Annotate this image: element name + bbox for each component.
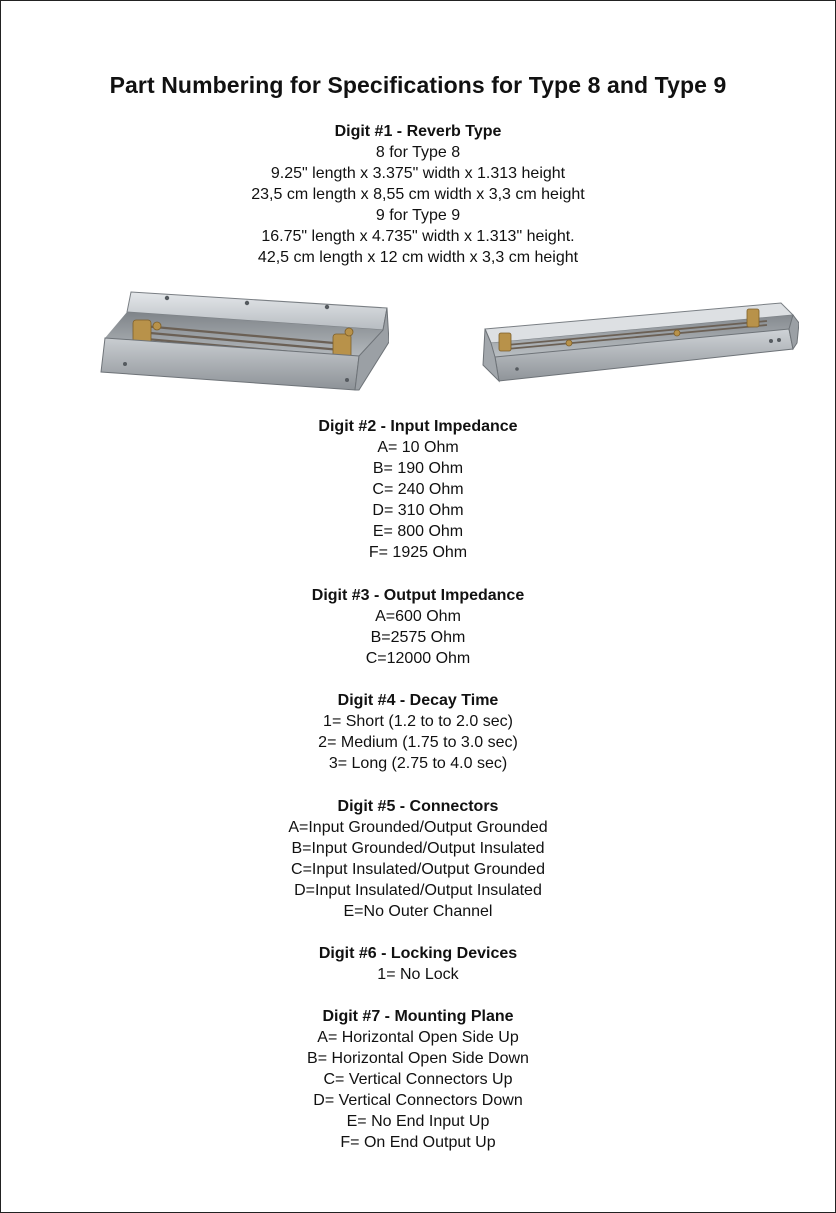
section-heading: Digit #4 - Decay Time — [337, 692, 499, 709]
section-line: B= Horizontal Open Side Down — [307, 1050, 529, 1067]
section-line: B= 190 Ohm — [372, 460, 464, 477]
section-line: 3= Long (2.75 to 4.0 sec) — [328, 755, 508, 772]
section-line: B=2575 Ohm — [370, 629, 466, 646]
section-line: A=Input Grounded/Output Grounded — [288, 819, 548, 836]
section-heading: Digit #3 - Output Impedance — [311, 587, 525, 604]
section-line: D= 310 Ohm — [372, 502, 464, 519]
section-mounting-plane — [1, 1006, 835, 1153]
section-connectors — [1, 796, 835, 922]
section-line: B=Input Grounded/Output Insulated — [291, 840, 545, 857]
section-line: C=Input Insulated/Output Grounded — [291, 861, 545, 878]
section-line: C= 240 Ohm — [372, 481, 464, 498]
page-title: Part Numbering for Specifications for Type 8 and Type 9 — [109, 72, 727, 98]
section-line: F= 1925 Ohm — [368, 544, 468, 561]
section-line: 9.25" length x 3.375" width x 1.313 height — [270, 165, 566, 182]
section-line: C=12000 Ohm — [365, 650, 471, 667]
section-line: E=No Outer Channel — [343, 903, 493, 920]
section-line: 1= Short (1.2 to to 2.0 sec) — [323, 713, 513, 730]
section-reverb-type — [1, 121, 835, 268]
section-line: 1= No Lock — [377, 966, 459, 983]
section-line: D= Vertical Connectors Down — [313, 1092, 523, 1109]
section-line: C= Vertical Connectors Up — [323, 1071, 513, 1088]
section-heading: Digit #7 - Mounting Plane — [322, 1008, 514, 1025]
section-heading: Digit #6 - Locking Devices — [318, 945, 518, 962]
section-line: 23,5 cm length x 8,55 cm width x 3,3 cm height — [251, 186, 585, 203]
section-heading: Digit #5 - Connectors — [337, 798, 499, 815]
section-decay-time — [1, 690, 835, 774]
section-heading: Digit #1 - Reverb Type — [334, 123, 502, 140]
section-line: F= On End Output Up — [340, 1134, 496, 1151]
reverb-tank-type9-image — [477, 293, 799, 385]
section-heading: Digit #2 - Input Impedance — [318, 418, 518, 435]
section-line: A=600 Ohm — [375, 608, 461, 625]
section-line: 16.75" length x 4.735" width x 1.313" height. — [261, 228, 575, 245]
section-output-impedance — [1, 585, 835, 669]
section-line: 8 for Type 8 — [375, 144, 461, 161]
section-line: A= Horizontal Open Side Up — [317, 1029, 519, 1046]
reverb-tank-type8-image — [97, 286, 389, 396]
section-line: 9 for Type 9 — [375, 207, 461, 224]
section-locking-devices — [1, 943, 835, 985]
section-line: E= No End Input Up — [346, 1113, 490, 1130]
section-line: A= 10 Ohm — [377, 439, 459, 456]
section-line: E= 800 Ohm — [372, 523, 464, 540]
section-line: D=Input Insulated/Output Insulated — [294, 882, 542, 899]
section-line: 2= Medium (1.75 to 3.0 sec) — [318, 734, 518, 751]
section-line: 42,5 cm length x 12 cm width x 3,3 cm height — [257, 249, 579, 266]
section-input-impedance — [1, 416, 835, 563]
